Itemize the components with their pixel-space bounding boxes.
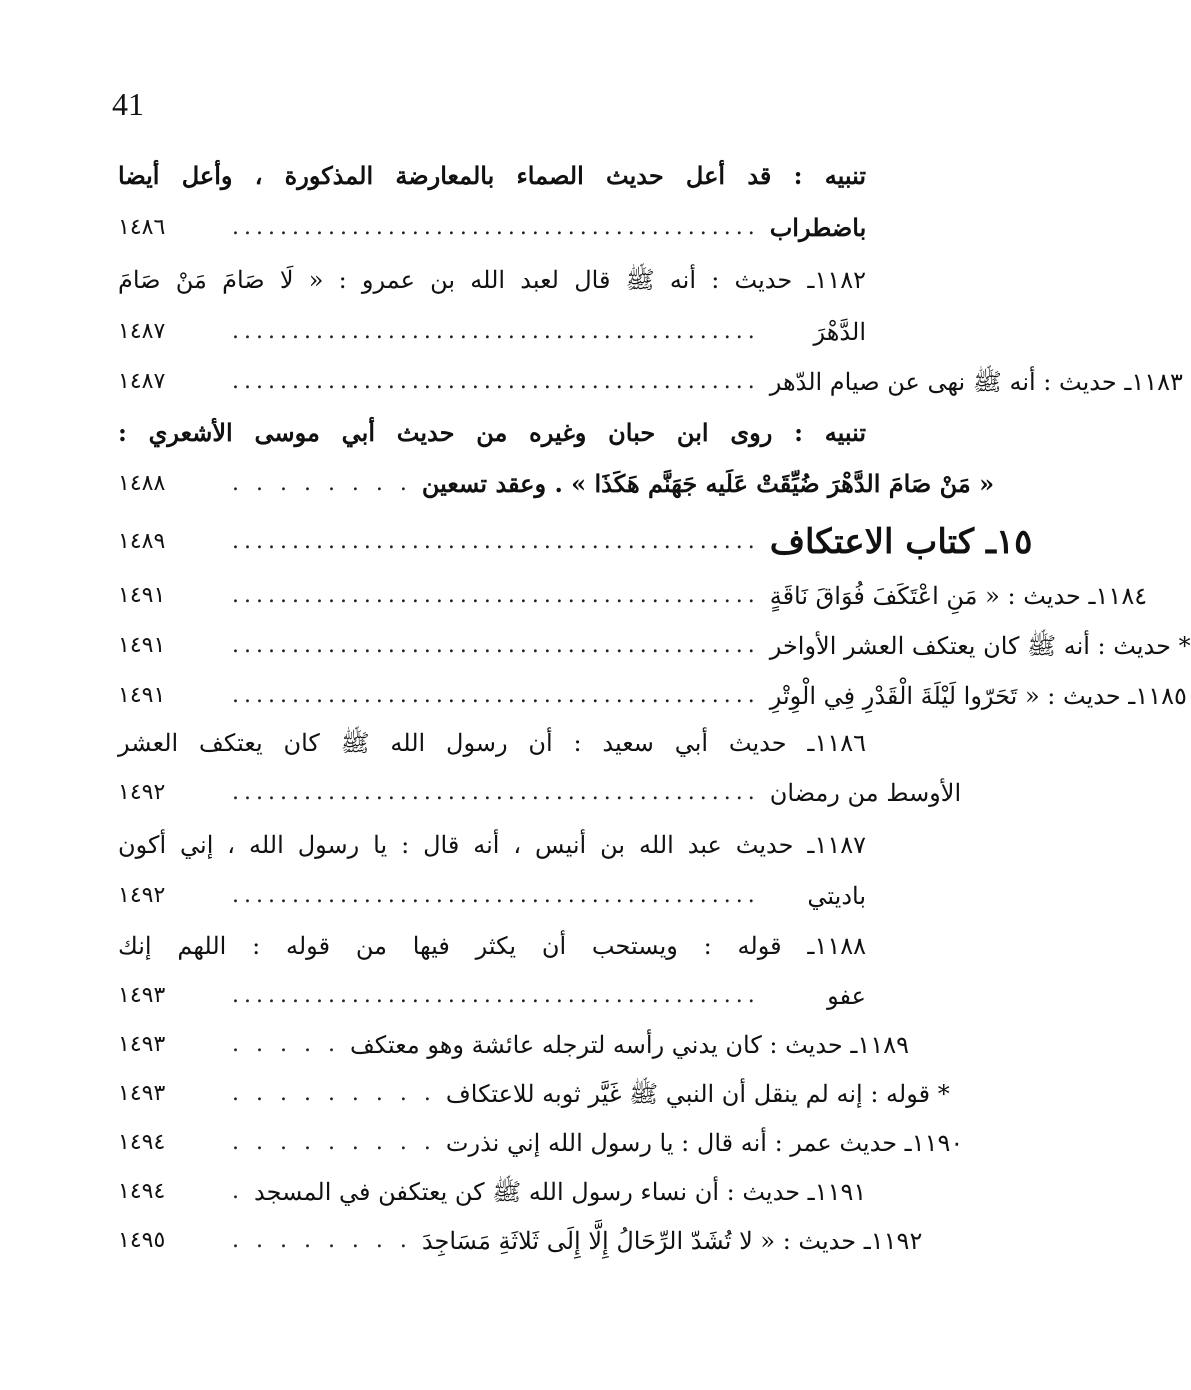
- entry-text: تنبيه : قد أعل حديث الصماء بالمعارضة المذكورة ، وأعل أيضا: [118, 161, 866, 190]
- entry-text: * حديث : أنه ﷺ كان يعتكف العشر الأواخر: [769, 632, 1191, 660]
- dot-leader: ............................................: [232, 883, 760, 908]
- toc-entry: [118, 723, 866, 763]
- page-ref: ١٤٩١: [118, 683, 166, 708]
- entry-text: ١١٨٧ـ حديث عبد الله بن أنيس ، أنه قال : يا رسول الله ، إني أكون: [118, 831, 866, 859]
- dot-leader: ............................................: [232, 319, 760, 344]
- page-ref: ١٤٩٣: [118, 1032, 166, 1057]
- page-ref: ١٤٩٥: [118, 1228, 166, 1253]
- page-ref: ١٤٩٢: [118, 883, 166, 908]
- chapter-heading: [118, 522, 1033, 562]
- entry-text: الدَّهْرَ: [813, 318, 866, 346]
- entry-text: ١١٨٩ـ حديث : كان يدني رأسه لترجله عائشة وهو معتكف: [349, 1031, 909, 1059]
- toc-entry: [118, 413, 866, 453]
- chapter-title: ١٥ـ كتاب الاعتكاف: [769, 522, 1033, 562]
- entry-text: ١١٨٥ـ حديث : « تَحَرّوا لَيْلَةَ الْقَدْرِ فِي الْوِتْرِ: [769, 682, 1187, 710]
- entry-text: ١١٨٦ـ حديث أبي سعيد : أن رسول الله ﷺ كان يعتكف العشر: [118, 729, 866, 757]
- toc-entry: [118, 156, 866, 196]
- toc-entry: [118, 1025, 909, 1065]
- entry-text: عفو: [827, 982, 866, 1010]
- dot-leader: ............................................: [232, 983, 760, 1008]
- page-ref: ١٤٨٨: [118, 471, 166, 496]
- toc-entry: [118, 773, 962, 813]
- toc-entry: [118, 976, 866, 1016]
- dot-leader: ............................................: [232, 215, 760, 240]
- entry-text: * قوله : إنه لم ينقل أن النبي ﷺ غَيَّر ثوبه للاعتكاف: [445, 1080, 950, 1108]
- page-ref: ١٤٩١: [118, 633, 166, 658]
- page-ref: ١٤٩٣: [118, 983, 166, 1008]
- dot-leader: . . . . . . . .: [232, 471, 412, 496]
- entry-text: ١١٨٤ـ حديث : « مَنِ اعْتَكَفَ فُوَاقَ نَاقَةٍ: [769, 582, 1148, 610]
- page-ref: ١٤٩٢: [118, 780, 166, 805]
- entry-text: باضطراب: [769, 213, 867, 242]
- page-ref: ١٤٨٦: [118, 215, 166, 240]
- toc-entry: [118, 1123, 964, 1163]
- dot-leader: ............................................: [232, 369, 760, 394]
- entry-text: « مَنْ صَامَ الدَّهْرَ ضُيِّقَتْ عَلَيه جَهَنَّم هَكَذَا » . وعقد تسعين: [421, 469, 995, 498]
- toc-entry: [118, 208, 866, 248]
- page-ref: ١٤٨٧: [118, 319, 166, 344]
- entry-text: ١١٩٢ـ حديث : « لا تُشَدّ الرِّحَالُ إِلَّا إِلَى ثَلاثَةِ مَسَاجِدَ: [421, 1227, 923, 1255]
- toc-entry: [118, 312, 866, 352]
- page-ref: ١٤٩١: [118, 583, 166, 608]
- toc-entry: [118, 576, 1148, 616]
- dot-leader: ............................................: [232, 683, 760, 708]
- toc-entry: [118, 1074, 950, 1114]
- entry-text: تنبيه : روى ابن حبان وغيره من حديث أبي موسى الأشعري :: [118, 418, 866, 447]
- dot-leader: ............................................: [232, 780, 760, 805]
- toc-entry: [118, 1221, 923, 1261]
- toc-entry: [118, 825, 866, 865]
- toc-entry: [118, 260, 866, 300]
- page-ref: ١٤٩٤: [118, 1130, 166, 1155]
- entry-text: باديتي: [807, 882, 866, 910]
- dot-leader: . . . . . . . . .: [232, 1081, 436, 1106]
- page-number: 41: [112, 86, 144, 122]
- page-ref: ١٤٩٣: [118, 1081, 166, 1106]
- toc-entry: [118, 676, 1187, 716]
- dot-leader: . . . . . . . . .: [232, 1130, 436, 1155]
- dot-leader: ............................................: [232, 583, 760, 608]
- dot-leader: ............................................: [232, 633, 760, 658]
- dot-leader: ............................................: [232, 529, 760, 554]
- toc-entry: [118, 926, 866, 966]
- toc-entry: [118, 626, 1191, 666]
- toc-entry: [118, 876, 866, 916]
- toc-entry: [118, 1172, 866, 1212]
- entry-text: ١١٩٠ـ حديث عمر : أنه قال : يا رسول الله إني نذرت: [445, 1129, 964, 1157]
- entry-text: ١١٨٣ـ حديث : أنه ﷺ نهى عن صيام الدّهر: [769, 368, 1183, 396]
- dot-leader: . . . . .: [232, 1032, 340, 1057]
- toc-entry: [118, 464, 995, 504]
- entry-text: ١١٩١ـ حديث : أن نساء رسول الله ﷺ كن يعتكفن في المسجد: [254, 1178, 867, 1206]
- page-ref: ١٤٨٩: [118, 529, 166, 554]
- dot-leader: . . . . . . . .: [232, 1228, 412, 1253]
- dot-leader: .: [232, 1179, 244, 1204]
- toc-entry: [118, 362, 1183, 402]
- page-ref: ١٤٩٤: [118, 1179, 166, 1204]
- entry-text: الأوسط من رمضان: [769, 779, 962, 807]
- page-ref: ١٤٨٧: [118, 369, 166, 394]
- entry-text: ١١٨٨ـ قوله : ويستحب أن يكثر فيها من قوله : اللهم إنك: [118, 932, 866, 960]
- entry-text: ١١٨٢ـ حديث : أنه ﷺ قال لعبد الله بن عمرو : « لَا صَامَ مَنْ صَامَ: [118, 266, 866, 294]
